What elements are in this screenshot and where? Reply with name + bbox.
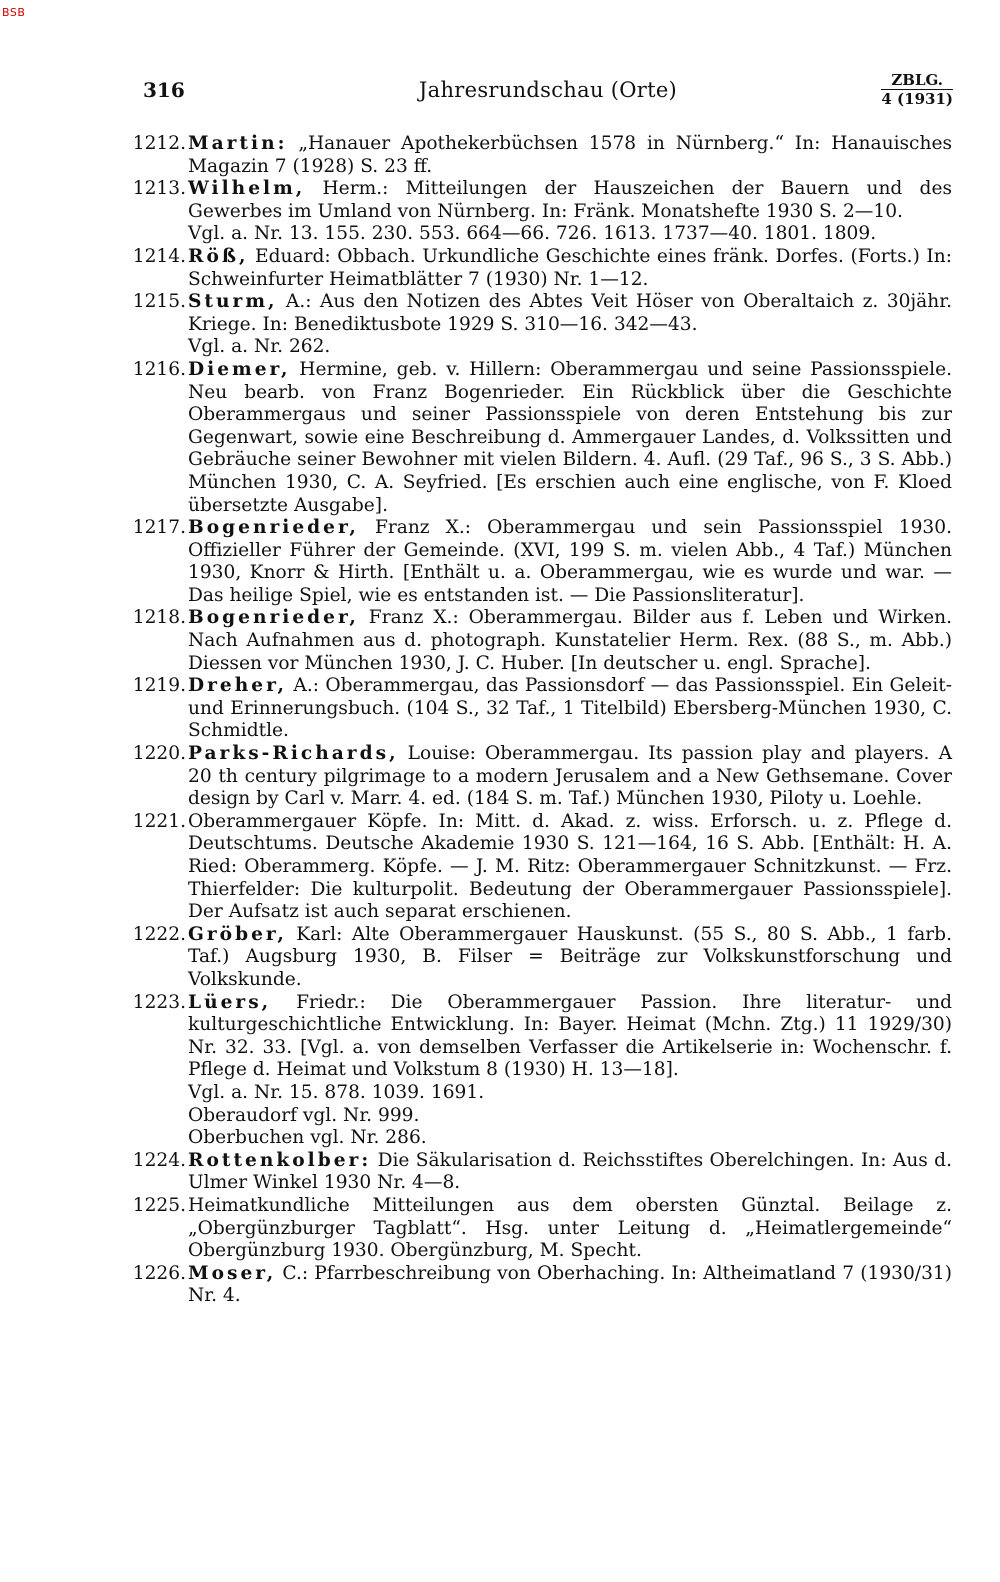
bibliography-entry [130, 359, 952, 517]
bibliography-entry [130, 1150, 952, 1195]
entry-author: Diemer, [188, 358, 291, 380]
bibliography-entry [130, 1195, 952, 1263]
entry-number: 1220. [132, 743, 186, 765]
entry-number: 1226. [132, 1262, 186, 1284]
entry-citation: Friedr.: Die Oberammergauer Passion. Ihre literatur- und kulturgeschichtliche Entwicklung. In: Bayer. Heimat (Mchn. Ztg.) 11 1929/30) Nr. 32. 33. [Vgl. a. von demselben Verfasser die Artikelserie in: Wochenschr. f. Pflege d. Heimat und Volkstum 8 (1930) H. 13—18]. [188, 991, 952, 1081]
cross-reference-note: Vgl. a. Nr. 15. 878. 1039. 1691. [188, 1081, 485, 1103]
entry-number: 1215. [132, 291, 186, 313]
entry-citation: A.: Aus den Notizen des Abtes Veit Höser von Oberaltaich z. 30jähr. Kriege. In: Benediktusbote 1929 S. 310—16. 342—43. [188, 291, 952, 335]
bibliography-entry [130, 178, 952, 223]
entry-citation: Herm.: Mitteilungen der Hauszeichen der Bauern und des Gewerbes im Umland von Nürnberg. In: Fränk. Monatshefte 1930 S. 2—10. [188, 178, 952, 222]
entry-number: 1212. [132, 133, 186, 154]
entry-number: 1214. [132, 245, 186, 267]
journal-reference [881, 72, 953, 108]
entry-author: Dreher, [188, 675, 288, 697]
bibliography-entry [130, 291, 952, 336]
cross-reference-note: Oberbuchen vgl. Nr. 286. [188, 1127, 427, 1149]
page-number: 316 [143, 78, 185, 102]
bibliography-list [130, 133, 952, 1308]
entry-body [188, 178, 952, 223]
entry-number: 1223. [132, 991, 186, 1013]
entry-author: Gröber, [188, 923, 287, 945]
cross-reference-note: Vgl. a. Nr. 262. [188, 336, 331, 358]
entry-body [188, 811, 952, 924]
journal-abbreviation: ZBLG. [891, 71, 944, 89]
entry-author: Rottenkolber: [188, 1149, 372, 1171]
entry-author: Martin: [188, 133, 288, 154]
entry-number: 1219. [132, 675, 186, 697]
entry-body [188, 992, 952, 1082]
bibliography-entry [130, 1263, 952, 1308]
entry-body [188, 743, 952, 811]
entry-number: 1216. [132, 358, 186, 380]
cross-reference-note: Vgl. a. Nr. 13. 155. 230. 553. 664—66. 726. 1613. 1737—40. 1801. 1809. [188, 223, 877, 245]
entry-citation: Oberammergauer Köpfe. In: Mitt. d. Akad. z. wiss. Erforsch. u. z. Pflege d. Deutschtums. Deutsche Akademie 1930 S. 121—164, 16 S. Abb. [Enthält: H. A. Ried: Oberammerg. Köpfe. — J. M. Ritz: Oberammergauer Schnitzkunst. — Frz. Thierfelder: Die kulturpolit. Bedeutung der Oberammergauer Passionsspiele]. Der Aufsatz ist auch separat erschienen. [188, 810, 952, 923]
bibliography-entry [130, 133, 952, 178]
entry-citation: „Hanauer Apothekerbüchsen 1578 in Nürnberg.“ In: Hanauisches Magazin 7 (1928) S. 23 ff. [188, 133, 952, 177]
bibliography-entry [130, 517, 952, 607]
entry-citation: C.: Pfarrbeschreibung von Oberhaching. In: Altheimatland 7 (1930/31) Nr. 4. [188, 1262, 952, 1307]
entry-body [188, 607, 952, 675]
entry-citation: Karl: Alte Oberammergauer Hauskunst. (55 S., 80 S. Abb., 1 farb. Taf.) Augsburg 1930, B. Filser = Beiträge zur Volkskunstforschung und Volkskunde. [188, 923, 952, 990]
entry-body [188, 1150, 952, 1195]
entry-author: Bogenrieder, [188, 517, 359, 539]
entry-body [188, 924, 952, 992]
bibliography-entry [130, 607, 952, 675]
entry-body [188, 517, 952, 607]
bibliography-entry [130, 675, 952, 743]
journal-volume: 4 (1931) [881, 90, 953, 108]
entry-body [188, 291, 952, 336]
entry-body [188, 246, 952, 291]
bibliography-entry [130, 811, 952, 924]
entry-author: Röß, [188, 245, 249, 267]
library-watermark: BSB [2, 6, 26, 19]
entry-citation: A.: Oberammergau, das Passionsdorf — das Passionsspiel. Ein Geleit- und Erinnerungsbuch. (104 S., 32 Taf., 1 Titelbild) Ebersberg-München 1930, C. Schmidtle. [188, 675, 952, 742]
entry-citation: Eduard: Obbach. Urkundliche Geschichte eines fränk. Dorfes. (Forts.) In: Schweinfurter Heimatblätter 7 (1930) Nr. 1—12. [188, 245, 952, 290]
entry-citation: Franz X.: Oberammergau. Bilder aus f. Leben und Wirken. Nach Aufnahmen aus d. photograph. Kunstatelier Herm. Rex. (88 S., m. Abb.) Diessen vor München 1930, J. C. Huber. [In deutscher u. engl. Sprache]. [188, 607, 952, 674]
entry-number: 1222. [132, 923, 186, 945]
bibliography-entry [130, 924, 952, 992]
entry-citation: Die Säkularisation d. Reichsstiftes Oberelchingen. In: Aus d. Ulmer Winkel 1930 Nr. 4—8. [188, 1149, 952, 1194]
entry-body [188, 675, 952, 743]
entry-author: Parks-Richards, [188, 743, 399, 765]
entry-number: 1221. [132, 810, 186, 832]
entry-body [188, 1195, 952, 1263]
running-title: Jahresrundschau (Orte) [418, 78, 678, 102]
bibliography-entry [130, 992, 952, 1082]
cross-reference-note: Oberaudorf vgl. Nr. 999. [188, 1104, 420, 1126]
entry-citation: Hermine, geb. v. Hillern: Oberammergau und seine Passionsspiele. Neu bearb. von Franz Bogenrieder. Ein Rückblick über die Geschichte Oberammergaus und seiner Passionsspiele von deren Entstehung bis zur Gegenwart, sowie eine Beschreibung d. Ammergauer Landes, d. Volkssitten und Gebräuche seiner Bewohner mit vielen Bildern. 4. Aufl. (29 Taf., 96 S., 3 S. Abb.) München 1930, C. A. Seyfried. [Es erschien auch eine englische, von F. Kloed übersetzte Ausgabe]. [188, 358, 952, 516]
entry-author: Wilhelm, [188, 178, 306, 200]
entry-body [188, 1263, 952, 1308]
entry-number: 1217. [132, 517, 186, 539]
entry-number: 1225. [132, 1194, 186, 1216]
entry-citation: Heimatkundliche Mitteilungen aus dem obersten Günztal. Beilage z. „Obergünzburger Tagblatt“. Hsg. unter Leitung d. „Heimatlergemeinde“ Obergünzburg 1930. Obergünzburg, M. Specht. [188, 1194, 952, 1262]
entry-number: 1213. [132, 178, 186, 200]
entry-body [188, 359, 952, 517]
entry-author: Lüers, [188, 991, 272, 1013]
page-header [143, 71, 953, 118]
entry-body [188, 133, 952, 178]
entry-citation: Franz X.: Oberammergau und sein Passionsspiel 1930. Offizieller Führer der Gemeinde. (XVI, 199 S. m. vielen Abb., 4 Taf.) München 1930, Knorr & Hirth. [Enthält u. a. Oberammergau, wie es wurde und war. — Das heilige Spiel, wie es entstanden ist. — Die Passionsliteratur]. [188, 517, 952, 606]
entry-author: Sturm, [188, 291, 278, 313]
entry-number: 1218. [132, 607, 186, 629]
entry-number: 1224. [132, 1149, 186, 1171]
bibliography-entry [130, 743, 952, 811]
bibliography-entry [130, 246, 952, 291]
entry-author: Moser, [188, 1262, 277, 1284]
entry-author: Bogenrieder, [188, 607, 359, 629]
entry-citation: Louise: Oberammergau. Its passion play and players. A 20 th century pilgrimage to a modern Jerusalem and a New Gethsemane. Cover design by Carl v. Marr. 4. ed. (184 S. m. Taf.) München 1930, Piloty u. Loehle. [188, 743, 952, 810]
